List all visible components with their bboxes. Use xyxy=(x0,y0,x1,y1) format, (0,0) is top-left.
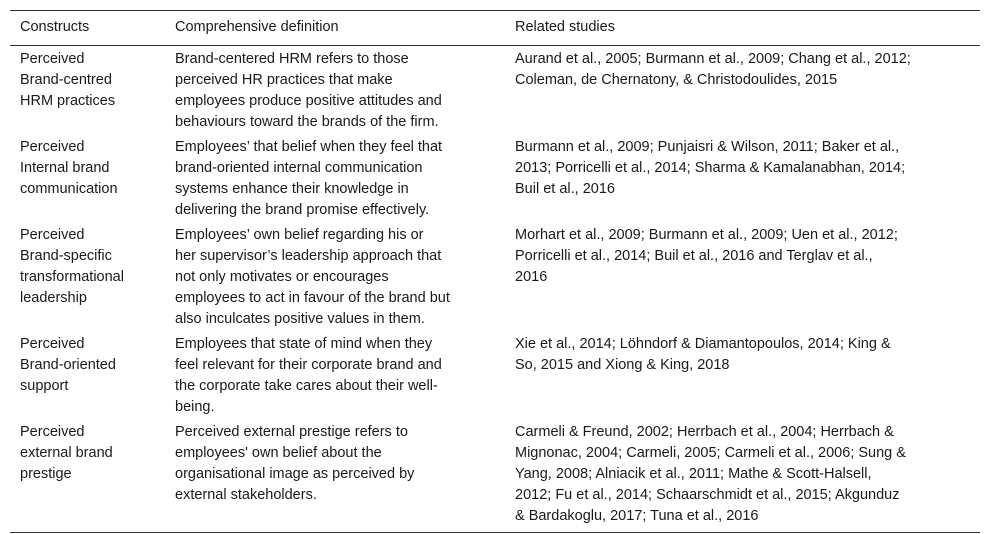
definition-line: being. xyxy=(175,399,215,415)
construct-line: Brand-oriented xyxy=(20,357,116,373)
studies-line: Burmann et al., 2009; Punjaisri & Wilson, 2011; Baker et al., xyxy=(515,139,900,155)
definition-line: feel relevant for their corporate brand and xyxy=(175,357,442,373)
studies-line: Porricelli et al., 2014; Buil et al., 2016 and Terglav et al., xyxy=(515,248,873,264)
construct-cell xyxy=(10,223,165,332)
definition-line: also inculcates positive values in them. xyxy=(175,311,425,327)
studies-line: Yang, 2008; Alniacik et al., 2011; Mathe & Scott-Halsell, xyxy=(515,466,872,482)
definition-line: not only motivates or encourages xyxy=(175,269,389,285)
definition-cell xyxy=(165,223,505,332)
table-row xyxy=(10,46,980,136)
studies-line: Aurand et al., 2005; Burmann et al., 2009; Chang et al., 2012; xyxy=(515,51,911,67)
studies-line: Morhart et al., 2009; Burmann et al., 2009; Uen et al., 2012; xyxy=(515,227,898,243)
studies-cell xyxy=(505,135,980,223)
studies-cell xyxy=(505,332,980,420)
definition-line: organisational image as perceived by xyxy=(175,466,415,482)
construct-line: Brand-centred xyxy=(20,72,112,88)
studies-cell xyxy=(505,46,980,136)
definition-line: employees' own belief about the xyxy=(175,445,382,461)
studies-line: So, 2015 and Xiong & King, 2018 xyxy=(515,357,730,373)
header-row xyxy=(10,11,980,46)
construct-line: Perceived xyxy=(20,227,85,243)
construct-line: Perceived xyxy=(20,424,85,440)
construct-line: Perceived xyxy=(20,51,85,67)
construct-line: Brand-specific xyxy=(20,248,112,264)
definition-line: systems enhance their knowledge in xyxy=(175,181,409,197)
construct-line: Perceived xyxy=(20,336,85,352)
construct-cell xyxy=(10,420,165,533)
definition-line: Employees’ own belief regarding his or xyxy=(175,227,424,243)
definition-line: brand-oriented internal communication xyxy=(175,160,423,176)
definition-line: the corporate take cares about their well- xyxy=(175,378,438,394)
construct-cell xyxy=(10,46,165,136)
table-header xyxy=(10,11,980,46)
definition-line: Employees that state of mind when they xyxy=(175,336,433,352)
constructs-table xyxy=(10,10,980,533)
header-studies: Related studies xyxy=(515,19,615,35)
construct-line: HRM practices xyxy=(20,93,116,109)
definition-line: Perceived external prestige refers to xyxy=(175,424,408,440)
definition-line: behaviours toward the brands of the firm. xyxy=(175,114,439,130)
table-row xyxy=(10,420,980,533)
construct-line: external brand xyxy=(20,445,113,461)
construct-line: leadership xyxy=(20,290,87,306)
header-constructs: Constructs xyxy=(20,19,90,35)
definition-line: employees to act in favour of the brand but xyxy=(175,290,450,306)
constructs-table-container xyxy=(10,10,980,533)
studies-line: 2013; Porricelli et al., 2014; Sharma & Kamalanabhan, 2014; xyxy=(515,160,906,176)
studies-line: Buil et al., 2016 xyxy=(515,181,615,197)
definition-cell xyxy=(165,420,505,533)
definition-line: Employees’ that belief when they feel that xyxy=(175,139,443,155)
studies-line: 2012; Fu et al., 2014; Schaarschmidt et al., 2015; Akgunduz xyxy=(515,487,900,503)
studies-line: & Bardakoglu, 2017; Tuna et al., 2016 xyxy=(515,508,759,524)
construct-line: communication xyxy=(20,181,118,197)
studies-line: Mignonac, 2004; Carmeli, 2005; Carmeli et al., 2006; Sung & xyxy=(515,445,906,461)
definition-line: perceived HR practices that make xyxy=(175,72,393,88)
construct-line: prestige xyxy=(20,466,72,482)
definition-cell xyxy=(165,46,505,136)
construct-line: transformational xyxy=(20,269,124,285)
definition-cell xyxy=(165,332,505,420)
definition-line: her supervisor’s leadership approach that xyxy=(175,248,442,264)
definition-cell xyxy=(165,135,505,223)
table-row xyxy=(10,135,980,223)
studies-line: Carmeli & Freund, 2002; Herrbach et al., 2004; Herrbach & xyxy=(515,424,894,440)
definition-line: delivering the brand promise effectively. xyxy=(175,202,430,218)
studies-line: 2016 xyxy=(515,269,548,285)
construct-cell xyxy=(10,135,165,223)
definition-line: employees produce positive attitudes and xyxy=(175,93,442,109)
construct-cell xyxy=(10,332,165,420)
studies-line: Coleman, de Chernatony, & Christodoulides, 2015 xyxy=(515,72,838,88)
studies-line: Xie et al., 2014; Löhndorf & Diamantopoulos, 2014; King & xyxy=(515,336,891,352)
definition-line: Brand-centered HRM refers to those xyxy=(175,51,409,67)
table-row xyxy=(10,223,980,332)
construct-line: Internal brand xyxy=(20,160,110,176)
studies-cell xyxy=(505,223,980,332)
definition-line: external stakeholders. xyxy=(175,487,317,503)
table-body xyxy=(10,46,980,533)
studies-cell xyxy=(505,420,980,533)
table-row xyxy=(10,332,980,420)
construct-line: Perceived xyxy=(20,139,85,155)
construct-line: support xyxy=(20,378,69,394)
header-definition: Comprehensive definition xyxy=(175,19,339,35)
